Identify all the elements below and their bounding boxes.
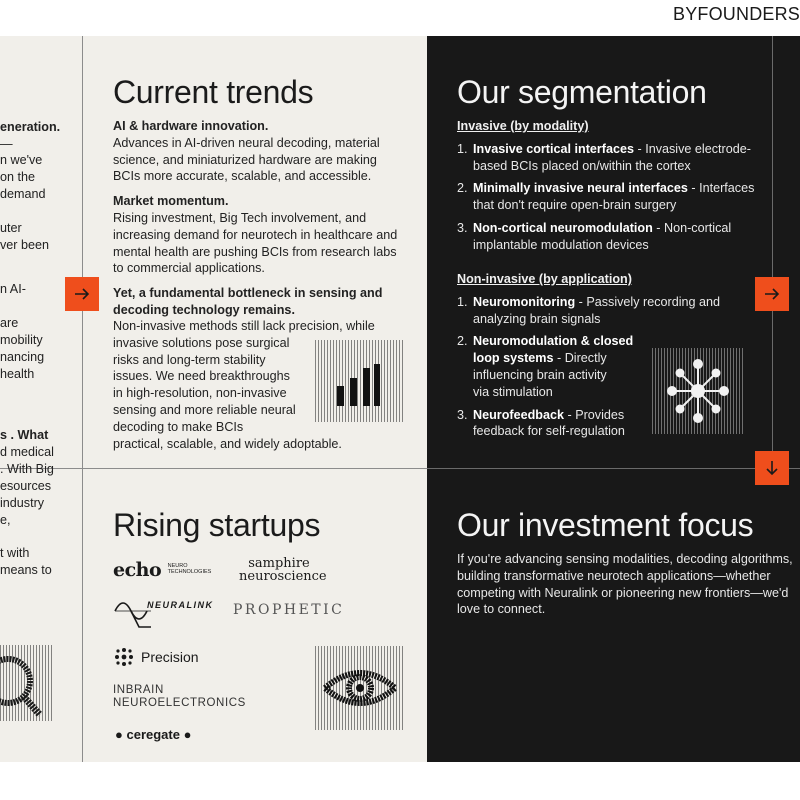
item-title: Non-cortical neuromodulation [473, 220, 653, 235]
cut-line: — [0, 137, 13, 151]
trends-ai-heading: AI & hardware innovation. [113, 119, 269, 133]
cut-line: are [0, 316, 19, 330]
logo-precision-text: Precision [141, 649, 199, 665]
cut-line: ver been [0, 238, 50, 252]
arrow-right-icon [763, 285, 781, 303]
magnifier-graphic [0, 645, 54, 721]
trends-ai-body: Advances in AI-driven neural decoding, material science, and miniaturized hardware are making BCIs more accurate, scalable, and accessible. [113, 135, 380, 184]
investment-line: love to connect. [457, 602, 546, 617]
investment-line: If you're advancing sensing modalities, decoding algorithms, [457, 552, 793, 566]
bottleneck-line: risks and long-term stability [113, 352, 266, 367]
invasive-item [457, 220, 767, 254]
item-number: 3. [457, 220, 468, 235]
item-title: loop systems [473, 351, 554, 366]
trends-market-heading: Market momentum. [113, 194, 229, 209]
item-number: 1. [457, 141, 468, 156]
cut-line: demand [0, 187, 46, 201]
logo-echo-sub: NEURO [167, 563, 188, 569]
cut-line: mobility [0, 333, 43, 347]
arrow-right-icon [73, 285, 91, 303]
item-desc: via stimulation [473, 384, 553, 399]
noninvasive-item [457, 407, 657, 441]
noninvasive-item [457, 294, 747, 328]
eye-graphic [315, 646, 405, 730]
item-desc: influencing brain activity [473, 367, 607, 382]
logo-samphire [239, 556, 327, 584]
item-desc: - Non-cortical implantable modulation devices [473, 220, 732, 252]
item-desc: - Passively recording and analyzing brain signals [473, 294, 721, 326]
item-number: 2. [457, 181, 468, 196]
cut-line: industry [0, 496, 45, 510]
item-desc: - Directly [553, 351, 607, 366]
logo-inbrain [113, 684, 246, 710]
item-title: Invasive cortical interfaces [473, 141, 635, 156]
cut-line: uter [0, 221, 22, 235]
logo-echo-sub: TECHNOLOGIES [167, 569, 212, 575]
ceregate-dot-icon: ● [183, 727, 192, 742]
magnifier-icon [0, 645, 54, 721]
cut-line: s . What [0, 428, 49, 442]
cut-line: means to [0, 563, 52, 577]
item-desc: - Invasive electrode-based BCIs placed on/within the cortex [473, 141, 751, 173]
logo-prophetic: PROPHETIC [233, 602, 345, 618]
investment-line: competing with Neuralink or pioneering new frontiers—we'd [457, 585, 789, 600]
arrow-down-icon [763, 459, 781, 477]
logo-samphire-text: samphire [248, 556, 310, 571]
logo-echo [113, 559, 211, 581]
left-divider [82, 36, 83, 762]
logo-inbrain-text: INBRAIN [113, 684, 164, 696]
precision-dots-icon [113, 646, 135, 668]
investment-line: building transformative neurotech applications—whether [457, 568, 771, 583]
middle-divider-light [0, 468, 427, 469]
invasive-item [457, 141, 767, 175]
bottleneck-line: invasive solutions pose surgical [113, 335, 290, 350]
logo-ceregate [115, 727, 191, 742]
bottleneck-line: decoding to make BCIs [113, 419, 244, 434]
arrow-right-button-right[interactable] [755, 277, 789, 311]
arrow-down-button[interactable] [755, 451, 789, 485]
investment-title: Our investment focus [457, 507, 754, 543]
trends-body [113, 118, 403, 327]
arrow-right-button-left[interactable] [65, 277, 99, 311]
startups-title: Rising startups [113, 507, 321, 543]
cut-line: n we've [0, 153, 43, 167]
cut-line: health [0, 367, 35, 381]
trends-market-body: Rising investment, Big Tech involvement, and increasing demand for neurotech in healthcare and mental health are pushing BCIs from research labs to commercial applications. [113, 210, 398, 276]
cut-line: e, [0, 513, 11, 527]
segmentation-title: Our segmentation [457, 74, 707, 110]
item-title: Neuromodulation & closed [473, 334, 634, 349]
investment-body [457, 551, 800, 618]
logo-neuralink-text: NEURALINK [147, 600, 214, 610]
bottleneck-line: in high-resolution, non-invasive [113, 386, 287, 401]
cut-line: . With Big [0, 462, 54, 476]
cut-line: on the [0, 170, 36, 184]
noninvasive-heading: Non-invasive (by application) [457, 272, 632, 286]
trends-title: Current trends [113, 74, 314, 110]
item-number: 2. [457, 334, 468, 349]
bottleneck-line: issues. We need breakthroughs [113, 369, 290, 384]
trends-bottleneck-heading: Yet, a fundamental bottleneck in sensing and decoding technology remains. [113, 286, 383, 317]
item-number: 1. [457, 294, 468, 309]
ceregate-dot-icon: ● [115, 727, 123, 742]
invasive-item [457, 180, 767, 214]
bottleneck-line: sensing and more reliable neural [113, 402, 296, 417]
cut-line: eneration. [0, 120, 61, 134]
cut-line: d medical [0, 445, 54, 459]
item-title: Neuromonitoring [473, 294, 576, 309]
bottleneck-line: practical, scalable, and widely adoptable. [113, 436, 342, 451]
logo-inbrain-text: NEUROELECTRONICS [113, 697, 246, 709]
brand-name: BYFOUNDERS [672, 4, 800, 24]
item-title: Minimally invasive neural interfaces [473, 181, 688, 196]
item-desc: - Interfaces that don't require open-brain surgery [473, 181, 755, 213]
segmentation-invasive [457, 118, 767, 260]
bar-chart-graphic [315, 340, 405, 422]
network-graphic [652, 348, 744, 434]
bar-chart-icon [315, 340, 405, 422]
item-desc: - Provides feedback for self-regulation [473, 407, 625, 439]
right-divider [772, 36, 773, 468]
invasive-heading: Invasive (by modality) [457, 119, 589, 133]
eye-icon [315, 646, 405, 730]
cut-line: t with [0, 546, 30, 560]
item-title: Neurofeedback [473, 407, 564, 422]
bottleneck-line: Non-invasive methods still lack precision, while [113, 319, 375, 333]
item-number: 3. [457, 407, 468, 422]
cut-line: nancing [0, 350, 45, 364]
cut-line: esources [0, 479, 52, 493]
logo-ceregate-text: ceregate [126, 727, 180, 742]
middle-divider-dark [427, 468, 800, 469]
cut-line: n AI- [0, 282, 26, 296]
logo-samphire-text: neuroscience [239, 569, 327, 584]
logo-echo-text: echo [113, 559, 162, 581]
network-icon [652, 348, 744, 434]
